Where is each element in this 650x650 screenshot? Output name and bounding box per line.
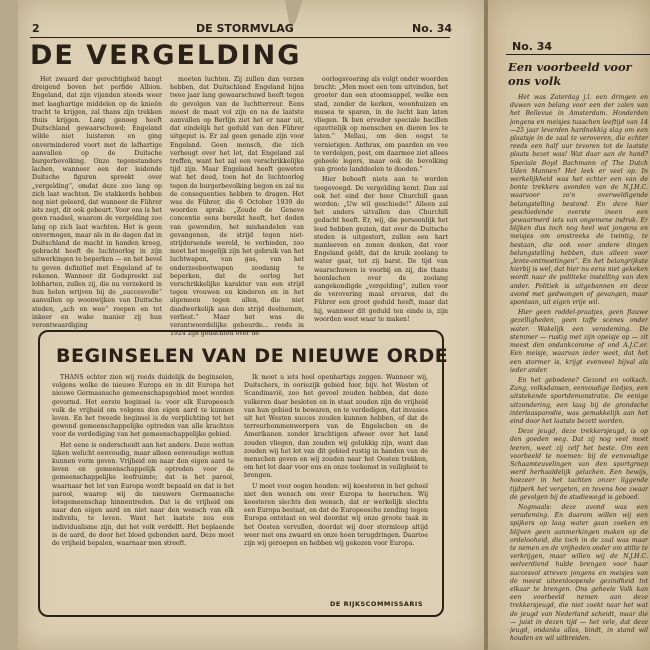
paragraph: Het zwaard der gerechtigheid hangt dreigend boven het perfide Albion. Engeland, dat zijn vijanden steeds weer met laaghartige middelen op de knieën tracht te krijgen, zal thans zijn trekken thuis krijgen. Lang genoeg heeft Duitschland gewaarschuwd; Engeland wilde niet luisteren en ging onvermindered voort met de lafhartige aanvallen op de Duitsche burgerbevolking. Onze tegenstanders lachen, wanneer een der leidende Duitsche figuren spreekt over „vergelding“, omdat deze zoo lang op zich laat wachten. De stakkerds hebben nog niet geleerd, dat wanneer de Führer iets zegt, dit ook gebeurt. Voor ons is het geen raadsel, waarom de vergelding zoo lang op zich laat wachten. Het is geen onvermogen, maar als in de dagen dat in Duitschland de macht in handen kreeg, gebracht heeft de luchtoorlog in zijn uitwerkingen te beperken — en het bevel te geven definitief met Engeland af te rekenen. Wanneer dit Godspreekt zal lobharten, zullen zij, die nu verzekerd in hun holen wrijven bij de „succesvolle“ aanvallen op woonwijken van Duitsche steden, „ach en wee“ roepen en tot inkeer en wake manier zij hun verontwaardiging — [32, 76, 162, 330]
paragraph: Nogmaals: deze avond was een verademing. En daarom willen wij een spijkers op laag water gaan zoeken en blijven geen aanmerkingen maken op de ordelooheid, die toch in de zaal was maar te nemen en de vrijheden onder om stilte te verkrijgen, maar willen wij de N.J.H.C. welverdiend hulde brengen voor haar succesvol streven jongens en meisjes van de meest uiteenloopende gezindheid tot elkaar te brengen. Ons geheele Volk kan een voorbeeld nemen aan deze trekkersjeugd, die niet zoekt naar het wat de jeugd van Nederland scheidt, maar die — juist in dezen tijd — het vele, dat deze jeugd, ondanks alles, bindt, in stand wil houden en wil uitbreiden. — [510, 503, 648, 643]
article-column-3 — [314, 76, 448, 326]
paragraph: Het eene is onderscheidt aan het andere. Deze wetten lijken welicht eenvoudig, maar alleen eenvoudige wetten kunnen vorm geven. Vrijheid om naar den eigen aard te leven en gemeenschappelijk optreden voor de gemeenschappelijke leefruimte; dat is het parool, waarnaar het lot van Europa wordt bepaald en dat is het parool, waarop wij de nieuwere Germaansche lotsgemeenschap hinnentreden. Dat is de vrijheid om naar den eigen aard en niet naar den wensch van elk individu, te leven. Want het laatste zou een individualisme zijn, dat het volk verdelft. Het beplaende is de aard, de door het bloed gebonden aard. Deze moet de vrijheid bepalen, waarnaar men streeft. — [52, 441, 234, 548]
box-column-2 — [244, 374, 428, 596]
paragraph: En het gebodene? Gezond en volksch. Zang, volksdansen, eenvoudige liedjes, een uitstekende sportdemonstratie. De eenige uitzondering, een laag bij de grondsche interlaasparodie, was gemakkelijk aan het eind door het laatste bezett worden. — [510, 376, 648, 425]
paragraph: oorlogsvoering als volgt onder woorden bracht: „Men moet een tom uitvinden, het grooter dan een atoomsappel, welke een stad, zonder de kerken, woonhuizen en musea te sparen, in de lucht kan laten vliegen. Ik ben erveder speciale bacillen opzettelijk op menschen en dieren los te laten.“ Mellau, om den oogst te vernietigen. Anthrax, om paarden en vee te verdelgen, pest, om daarmee ziet allees geheele legers, maar ook de bevolking van groote landdeelen te dooden.“ — [314, 76, 448, 174]
masthead: DE STORMVLAG — [196, 22, 294, 35]
headline: DE VERGELDING — [30, 40, 302, 71]
page-number: 2 — [32, 22, 40, 35]
right-issue-number: No. 34 — [512, 40, 553, 53]
paragraph: U moet voor oogen houden: wij koesteren in het geheel niet den wensch om over Europa te heerschen. Wij koesteren slechts den wensch, dat er werkelijk slechts een Europa bestaat, en dat de Europeesche zending tegen Europa ontstaat en wel doordat wij onze groote taak in het Oosten vervullen, doordat wij door stormloop altijd weer met ons zwaard en onze hoen terugdringen. Daartoe zijn wij geroepen en hebben wij gekozen voor Europa. — [244, 482, 428, 548]
header-rule — [30, 37, 450, 38]
right-article-column — [510, 94, 648, 644]
paragraph: Hier geen roddel-praatjes, geen flauwe gezelligheden, geen taffe scènes onder water. Wakelijk een verademing. De stemmer — rustig met zijn opeisje op — zit meest den ondankcomme of ond A.J.C.er. Een meisje, waarvan ieder weet, dat het een stormer is, krijgt evenveel bijval als ieder ander. — [510, 309, 648, 374]
article-column-1 — [32, 76, 162, 332]
box-column-1 — [52, 374, 234, 606]
paragraph: THANS echter zien wij reeds duidelijk de beginselen, volgens welke de nieuwe Europa en in dit Europa het nieuwe Germaansche gemeenschapsgebied moet worden gevormd. Het eerste beginsel is: voor elk Europeesch volk de vrijheid om volgens den eigen aard te kunnen leven. En het tweede beginsel is de verplichting tot het gewond gemeenschappelijke optreden van alle krachten voor de verdediging van het gemeenschappelijke gebied. — [52, 374, 234, 439]
paragraph: Hier behoeft niets aan te worden toegevoegd. De vergelding komt. Dan zal ook het eind der heer Churchill gaan worden: „Uw wil geschiede!“ Alleen zal het anders uitvallen dan Churchill gedacht heeft. Er, wij, die persoonlijk het leed hebben gezien, dat over de Duitsche steden is uitgestort, zullen een hart manleeven en zonen denken, dat voor Engeland geldt, dat de kruik zoolang te water gaat, tot zij barst. De tijd van waarschuwen is voorbij en zij, die thans hoonlachen over de zoolang aangekondigde „vergelding“, zullen voor de verovering maal ervaren, dat de Führer een groot geduld heeft, maar dat hij, wanneer dit geduld ten einde is, zijn woorden weet waar te maken! — [314, 176, 448, 323]
signature: DE RIJKSCOMMISSARIS — [330, 600, 424, 608]
paragraph: Het was Zaterdag j.l. een dringen en duwen van belang voor een der zalen van het Bellevue in Amsterdam. Honderden jongens en meisjes tusschen leeftijd van 14—25 jaar leverden hardnekkig slag om een plaatsje in de zaal te veroveren, die echter reeds een half uur tevoren tot de laatste plaats bezet was! Wat daar aan de hand? Speciale Boyd Bachmann of The Dutch Uden Mannen? Het leek er veel op. In werkelijkheid was het echter een van de bonte trekkers avonden van de N.J.H.C. waarvoor zo'n overweldigende belangstelling bestond. En deze hier geschiedende overste ineen een gewaarmerd iets van ongemene indruk. Er blijken dus toch nog heel wat jongens en meisjes om omstreeks de twintig, te bestaan, die ook voor andere dingen belangstelling hebben, dan alleen voor „lente-ontmoetingen“. En het belangrijkste hierbij is wel, dat hier nu eens niet gekeken wordt naar de politieke instelling van den ander. Politiek is uitgebannen en deze avond met gedwongen of gevangen, maar spontaan, uit eigen vrije wil. — [510, 94, 648, 307]
paragraph: moeten luchten. Zij zullen dan verzen hebben, dat Duitschland Engeland bijna twee jaar lang gewaarschuwd heeft tegen de gevolgen van de luchtterreur. Eens moest de maat vol zijn en na de laatste aanvallen op Berlijn ziet het er naar uit, dat eindelijk het geduld van den Führer uitgeput is. Er zal geen genade zijn voor Engeland. Geen mensch, die zich verheugt over het lot, dat Engeland zal treffen, want het zal een verschrikkelijke tijd zijn. Maar Engeland heeft geweten wat het deed, toen het de luchtoorlog tegen de burgerbevolking begon en zal nu de consequenties hebben te dragen. Het was de Führer, die 6 October 1939 de woorden sprak: „Zoude de Geneve concentie eens bereikt heeft, het doden van gewonden, het mishandelen van gevangenen, de strijd tegen niet-strijdersende wereld, te verbieden, zoo moet het mogelijk zijn het gebruik van het luchtwapen, van gas, van het onderzeebootwapen zoodanig te beperken, dat de oorlog het verschrikkelijke karakter van een strijd tegen vrouwen en kinderen en in het algemeen tegen allen, die niet daadwerkelijk aan den strijd deelnemen, verliest.“ Maar het was de verantwoordelijke gebeurde... reeds in 1924 zijn gedachten over de — [170, 76, 304, 338]
box-headline: BEGINSELEN VAN DE NIEUWE ORDE — [56, 345, 449, 367]
paragraph: Ik moet u iets heel openhartigs zeggen. Wanneer wij, Duitschers, in ooriezijk gebied hier, bijv. het Westen of Scandinavië, zoo het gevoel zouden hebben, dat deze volkeren daar besloten en in staat zouden zijn de vrijheid van hun gebied te bewaren, en te verdedigen, dat invasies uit het Westen succes zouden kunnen hebben, of dat de terreurbommenwerpers van de Engelschen en de Amerikanen zonder krachtigen afweer over het land zouden vliegen, dan zouden wij gelukkig zijn, want dan zouden wij het lot van dit gebied rustig in handen van de menschen geven en wij zouden naar het Oosten trekken, om het lot daar voor ons en onze toekomst in veiligheid te brengen. — [244, 374, 428, 480]
issue-number: No. 34 — [412, 22, 453, 35]
right-header-rule — [506, 54, 650, 55]
article-column-2 — [170, 76, 304, 341]
right-headline: Een voorbeeld voor ons volk — [508, 60, 632, 88]
paragraph: Deze jeugd, deze trekkersjeugd, is op den goeden weg. Dat zij nog veel moet leeren, weet zij zelf het beste. Om een voorbeeld te noemen: bij de eenvoudige Schaamteuvelingen van den sportgroep werd herhaaldelijk gelachen. Een bewijs, hoezeer in het tachten onzer liggende tijdperk het vergeten, en tevens hoe zwaar de gevolgen bij de studiewegd is geboed. — [510, 428, 648, 501]
